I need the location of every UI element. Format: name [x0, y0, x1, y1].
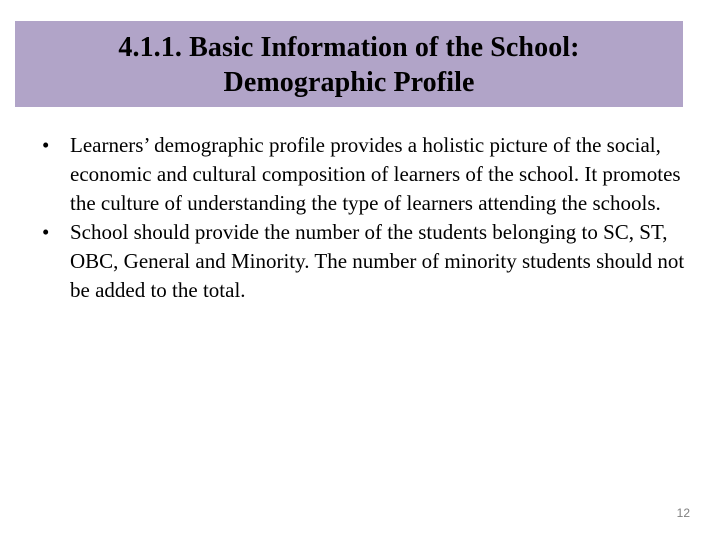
bullet-item	[0, 218, 690, 305]
bullet-item	[0, 131, 690, 218]
bullet-text: Learners’ demographic profile provides a holistic picture of the social, economic and cultural composition of learners of the school. It promotes the culture of understanding the type of learners attending the schools.	[70, 133, 681, 215]
bullet-dot-icon: •	[42, 220, 50, 244]
title-band	[15, 21, 683, 107]
slide-title-line-2: Demographic Profile	[223, 67, 475, 98]
bullet-dot-icon: •	[42, 133, 50, 157]
bullet-text: School should provide the number of the students belonging to SC, ST, OBC, General and Minority. The number of minority students should not be added to the total.	[70, 220, 685, 302]
slide-title-line-1: 4.1.1. Basic Information of the School:	[118, 32, 580, 63]
page-number: 12	[676, 506, 690, 520]
bullet-list	[0, 131, 720, 305]
